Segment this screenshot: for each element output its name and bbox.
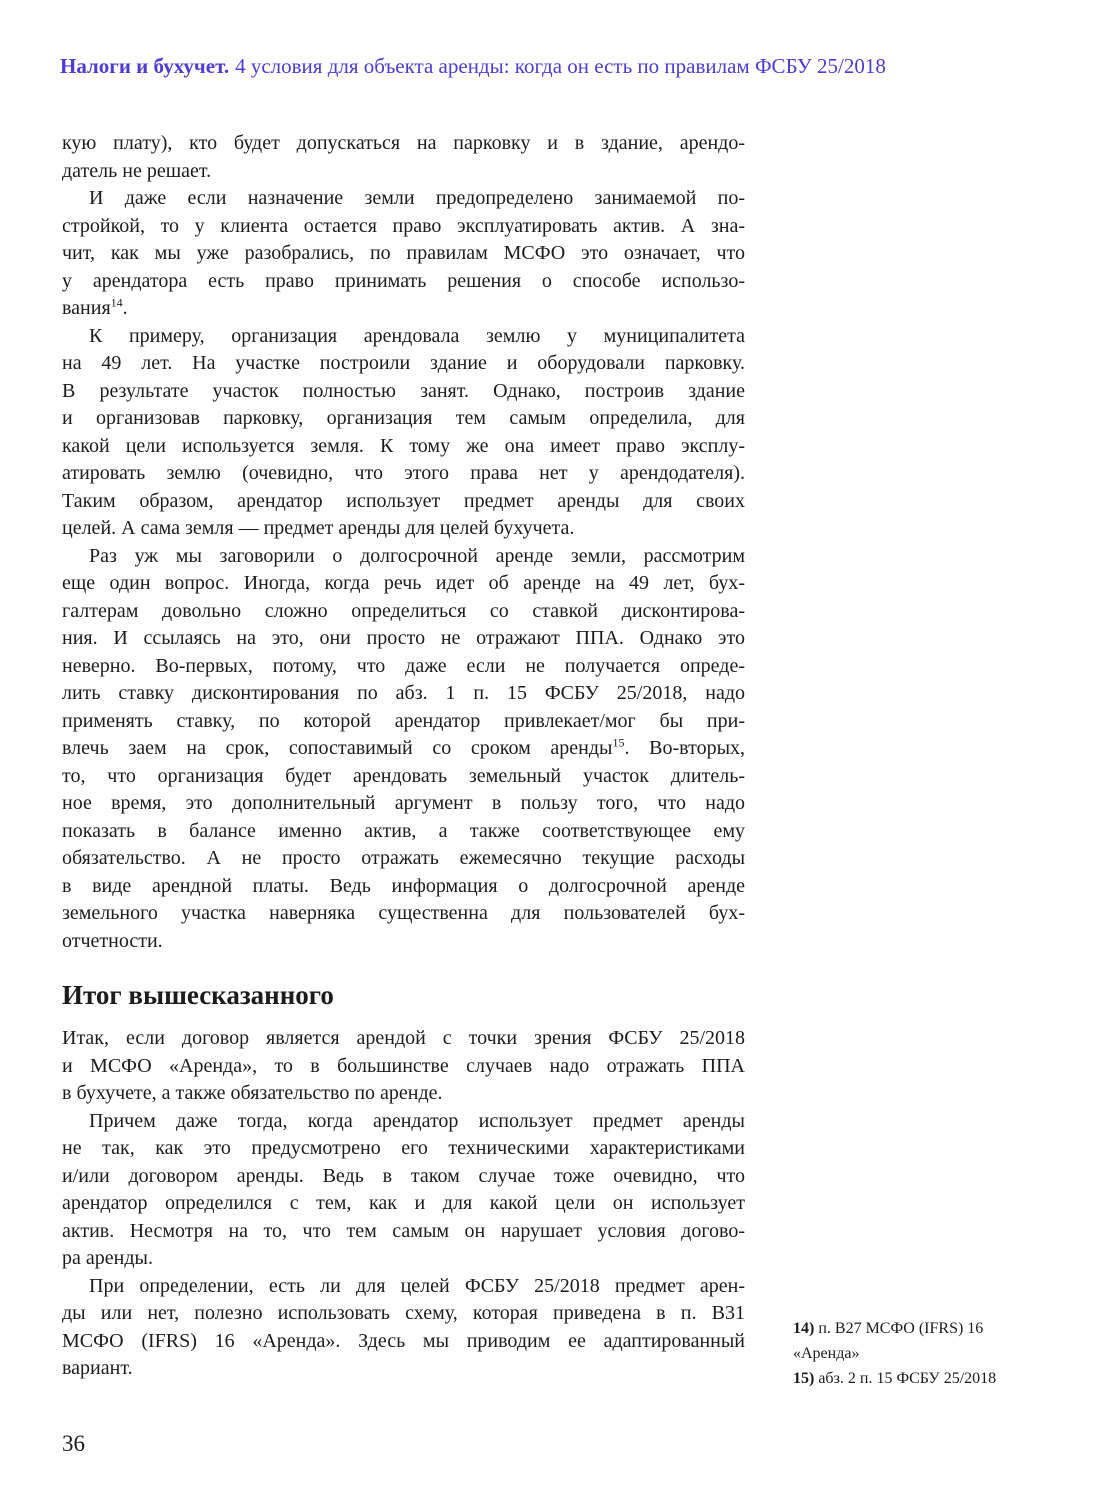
text-line: ное время, это дополнительный аргумент в пользу того, что надо: [62, 792, 745, 814]
text-line: то, что организация будет арендовать земельный участок длитель-: [62, 764, 745, 787]
text-line: отчетности.: [62, 929, 163, 952]
text-line: арендатор определился с тем, как и для какой цели он использует: [62, 1192, 745, 1214]
text-line: у арендатора есть право принимать решения о способе использо-: [62, 269, 745, 292]
text-line: К примеру, организация арендовала землю у муниципалитета: [89, 324, 745, 347]
text-line: неверно. Во-первых, потому, что даже если не получается опреде-: [62, 654, 745, 677]
text-line: чит, как мы уже разобрались, по правилам МСФО это означает, что: [62, 242, 745, 264]
text-line: ния. И ссылаясь на это, они просто не отражают ППА. Однако это: [62, 627, 745, 649]
running-head-title: 4 условия для объекта аренды: когда он есть по правилам ФСБУ 25/2018: [235, 54, 886, 78]
text-line: еще один вопрос. Иногда, когда речь идет об аренде на 49 лет, бух-: [62, 572, 745, 594]
footnote: [793, 1316, 1028, 1366]
text-line: и организовав парковку, организация тем самым определила, для: [62, 407, 745, 429]
text-line: Причем даже тогда, когда арендатор использует предмет аренды: [89, 1109, 745, 1132]
footnote-text: абз. 2 п. 15 ФСБУ 25/2018: [818, 1370, 997, 1387]
text-line: В результате участок полностью занят. Однако, построив здание: [62, 379, 745, 402]
paragraph: [62, 185, 745, 323]
section-heading: Итог вышесказанного: [62, 980, 334, 1010]
footnote-number: 14): [793, 1320, 819, 1337]
paragraph: [62, 543, 745, 956]
paragraph: [62, 323, 745, 543]
text-line: кую плату), кто будет допускаться на парковку и в здание, арендо-: [62, 132, 745, 154]
paragraph: [62, 1108, 745, 1273]
text-line: стройкой, то у клиента остается право эксплуатировать актив. А зна-: [62, 214, 745, 237]
text-line: Раз уж мы заговорили о долгосрочной аренде земли, рассмотрим: [89, 544, 745, 567]
text-line: применять ставку, по которой арендатор привлекает/мог бы при-: [62, 709, 745, 732]
text-line: показать в балансе именно актив, а также соответствующее ему: [62, 819, 745, 842]
text-line: лить ставку дисконтирования по абз. 1 п. 15 ФСБУ 25/2018, надо: [62, 682, 745, 704]
text-line: земельного участка наверняка существенна для пользователей бух-: [62, 902, 745, 924]
text-line: в виде арендной платы. Ведь информация о долгосрочной аренде: [62, 874, 745, 897]
text-line: МСФО (IFRS) 16 «Аренда». Здесь мы приводим ее адаптированный: [62, 1329, 745, 1352]
text-line: на 49 лет. На участке построили здание и оборудовали парковку.: [62, 352, 745, 374]
text-line: влечь заем на срок, сопоставимый со сроком аренды$^{15}$. Во-вторых,: [62, 735, 745, 759]
text-line: ра аренды.: [62, 1247, 153, 1269]
article-body: [62, 130, 745, 1383]
footnotes: [793, 1316, 1028, 1391]
text-line: датель не решает.: [62, 159, 212, 182]
text-line: Таким образом, арендатор использует предмет аренды для своих: [62, 489, 745, 512]
text-line: вания$^{14}$.: [62, 295, 128, 319]
paragraph: [62, 130, 745, 185]
text-line: вариант.: [62, 1357, 133, 1379]
footnote: [793, 1366, 1028, 1391]
text-line: галтерам довольно сложно определиться со ставкой дисконтирова-: [62, 599, 745, 622]
footnote-reference: 15: [612, 735, 625, 750]
footnote-reference: 14: [110, 295, 123, 310]
footnote-number: 15): [793, 1370, 819, 1387]
text-line: и/или договором аренды. Ведь в таком случае тоже очевидно, что: [62, 1164, 745, 1187]
page-number: 36: [62, 1431, 85, 1456]
paragraph: [62, 1273, 745, 1383]
text-line: целей. А сама земля — предмет аренды для целей бухучета.: [62, 517, 575, 539]
text-line: и МСФО «Аренда», то в большинстве случаев надо отражать ППА: [62, 1054, 745, 1077]
running-head-brand: Налоги и бухучет.: [60, 54, 230, 78]
text-line: Итак, если договор является арендой с точки зрения ФСБУ 25/2018: [62, 1027, 745, 1049]
text-line: в бухучете, а также обязательство по аренде.: [62, 1082, 443, 1104]
text-line: обязательство. А не просто отражать ежемесячно текущие расходы: [62, 847, 745, 869]
text-line: не так, как это предусмотрено его техническими характеристиками: [62, 1137, 745, 1159]
text-line: При определении, есть ли для целей ФСБУ 25/2018 предмет арен-: [89, 1274, 745, 1297]
text-line: И даже если назначение земли предопределено занимаемой по-: [89, 187, 745, 209]
text-line: атировать землю (очевидно, что этого права нет у арендодателя).: [62, 462, 745, 484]
text-line: какой цели используется земля. К тому же она имеет право эксплу-: [62, 434, 745, 457]
text-line: ды или нет, полезно использовать схему, которая приведена в п. B31: [62, 1302, 745, 1324]
running-head: [60, 53, 886, 79]
footnote-text: п. B27 МСФО (IFRS) 16 «Аренда»: [793, 1320, 984, 1362]
text-line: актив. Несмотря на то, что тем самым он нарушает условия догово-: [62, 1219, 745, 1242]
paragraph: [62, 1025, 745, 1108]
